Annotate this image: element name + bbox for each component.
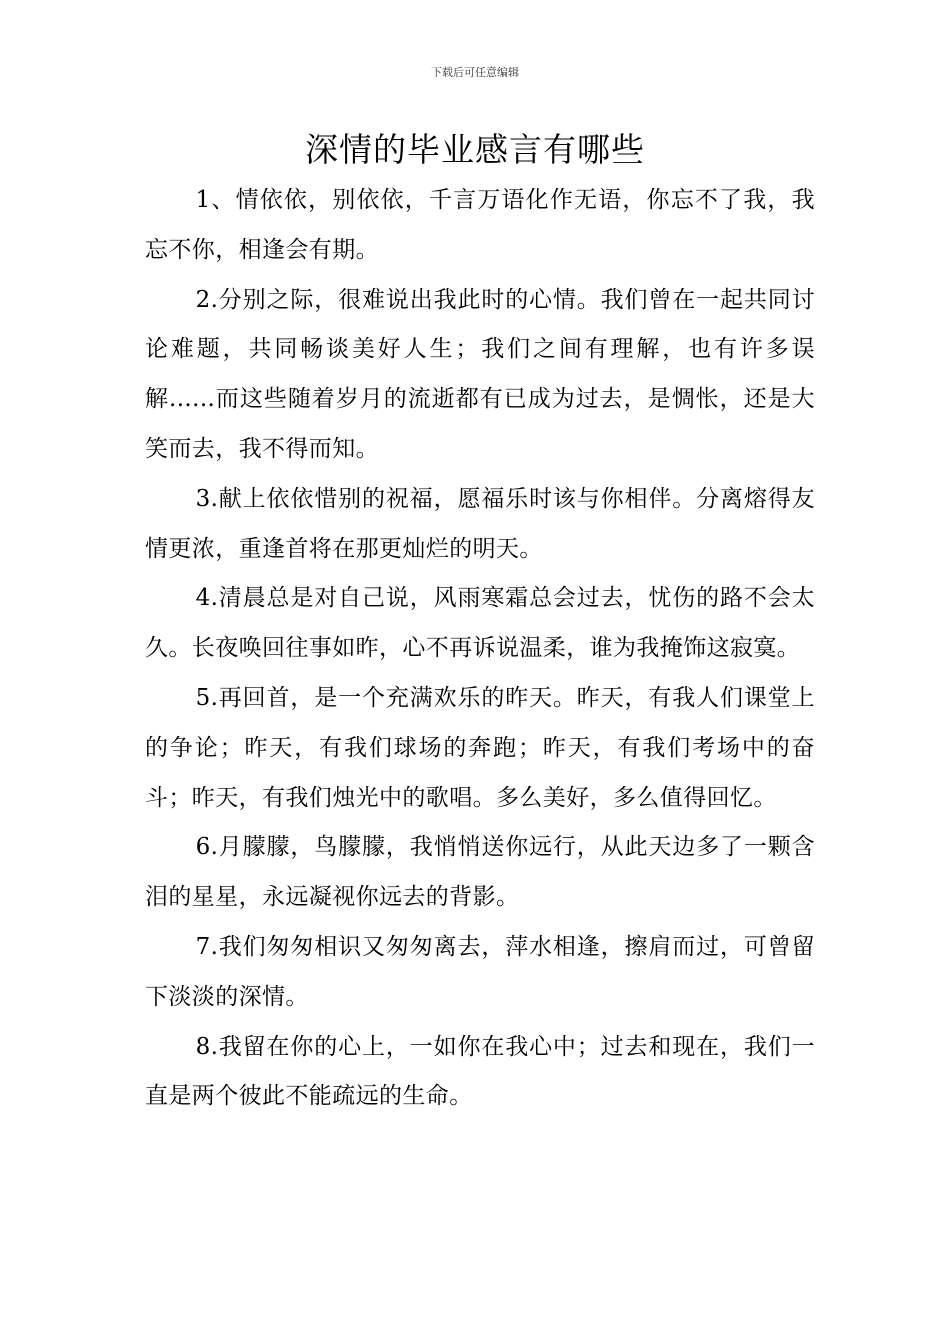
page-header-note: 下载后可任意编辑 (431, 66, 519, 79)
paragraph-5: 5.再回首，是一个充满欢乐的昨天。昨天，有我人们课堂上的争论；昨天，有我们球场的奔跑；昨天，有我们考场中的奋斗；昨天，有我们烛光中的歌唱。多么美好，多么值得回忆。 (145, 684, 815, 811)
document-body (145, 176, 815, 1122)
paragraph-7: 7.我们匆匆相识又匆匆离去，萍水相逢，擦肩而过，可曾留下淡淡的深情。 (145, 933, 815, 1010)
paragraph-4: 4.清晨总是对自己说，风雨寒霜总会过去，忧伤的路不会太久。长夜唤回往事如昨，心不再诉说温柔，谁为我掩饰这寂寞。 (145, 585, 815, 662)
paragraph-1: 1、情依依，别依依，千言万语化作无语，你忘不了我，我忘不你，相逢会有期。 (145, 187, 815, 263)
document-title: 深情的毕业感言有哪些 (305, 130, 645, 169)
paragraph-3: 3.献上依依惜别的祝福，愿福乐时该与你相伴。分离熔得友情更浓，重逢首将在那更灿烂的明天。 (145, 485, 815, 562)
paragraph-2: 2.分别之际，很难说出我此时的心情。我们曾在一起共同讨论难题，共同畅谈美好人生；我们之间有理解，也有许多误解......而这些随着岁月的流逝都有已成为过去，是惆怅，还是大笑而去，我不得而知。 (145, 286, 815, 462)
paragraph-8: 8.我留在你的心上，一如你在我心中；过去和现在，我们一直是两个彼此不能疏远的生命。 (145, 1033, 815, 1110)
paragraph-6: 6.月朦朦，鸟朦朦，我悄悄送你远行，从此天边多了一颗含泪的星星，永远凝视你远去的背影。 (145, 834, 815, 911)
